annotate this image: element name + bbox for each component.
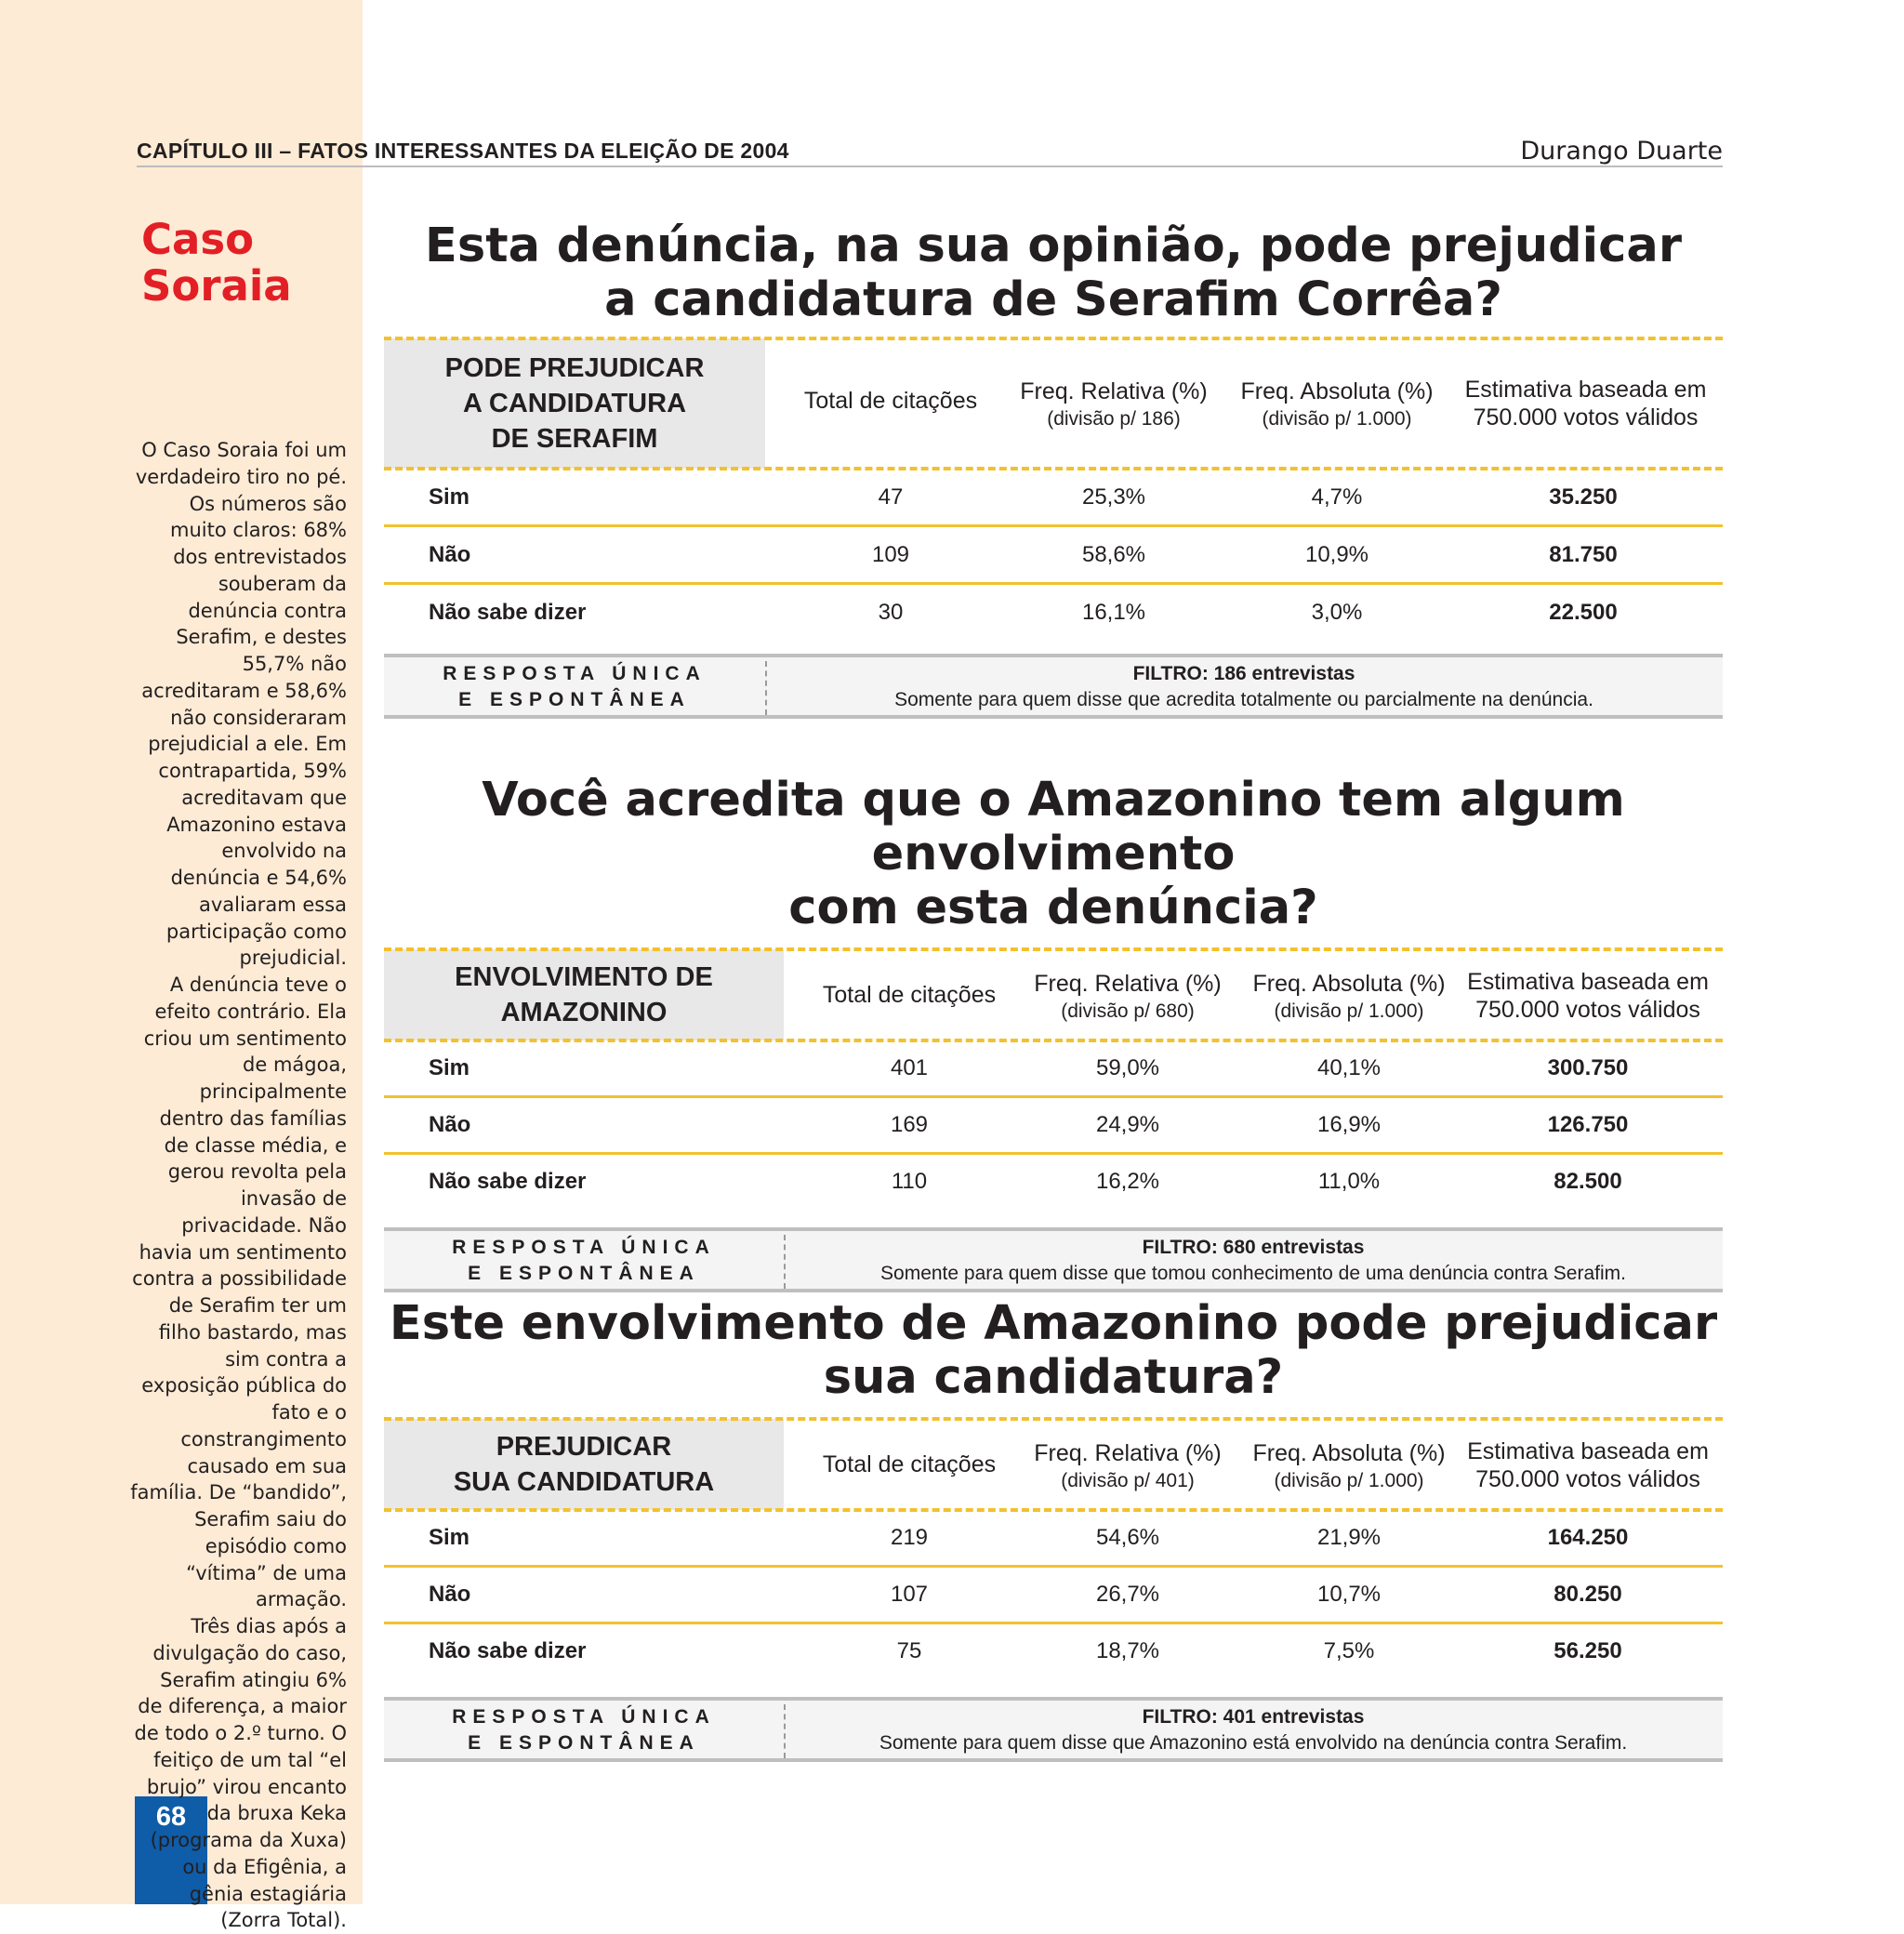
table-footer xyxy=(384,1227,1723,1292)
cell-total: 169 xyxy=(890,1112,929,1137)
table-row xyxy=(384,470,1723,526)
column-header-title: Freq. Relativa (%) xyxy=(1034,971,1222,997)
column-header-title: Estimativa baseada em xyxy=(1467,1438,1709,1464)
cell-abs: 40,1% xyxy=(1316,1055,1382,1080)
response-type-line: E ESPONTÂNEA xyxy=(468,1263,700,1284)
row-label: Sim xyxy=(429,1055,470,1080)
cell-total: 401 xyxy=(890,1055,929,1080)
cell-rel: 26,7% xyxy=(1095,1582,1160,1607)
header-line: SUA CANDIDATURA xyxy=(453,1467,715,1497)
filter-text: Somente para quem disse que Amazonino está envolvido na denúncia contra Serafim. xyxy=(879,1732,1628,1754)
chapter-header: CAPÍTULO III – FATOS INTERESSANTES DA ELEIÇÃO DE 2004 xyxy=(137,139,789,163)
cell-abs: 11,0% xyxy=(1317,1169,1381,1194)
column-header-abs xyxy=(1237,970,1461,1026)
row-label: Sim xyxy=(429,1525,470,1550)
column-header-rel xyxy=(1016,1439,1239,1495)
dashed-rule xyxy=(384,1417,1723,1421)
sidebar-title-line: Caso xyxy=(141,215,255,264)
header-line: DE SERAFIM xyxy=(491,424,658,454)
column-header-title: Freq. Relativa (%) xyxy=(1020,378,1208,404)
table-footer xyxy=(384,1697,1723,1762)
author-name: Durango Duarte xyxy=(1520,137,1723,166)
response-type-line: E ESPONTÂNEA xyxy=(468,1732,700,1754)
column-header-total: Total de citações xyxy=(822,982,997,1008)
cell-total: 107 xyxy=(890,1582,929,1607)
column-header-total: Total de citações xyxy=(803,388,978,414)
cell-estimate: 81.750 xyxy=(1549,542,1618,567)
cell-total: 109 xyxy=(871,542,910,567)
table-row-header xyxy=(384,1419,784,1510)
filter-note xyxy=(765,661,1723,713)
column-header-title: Estimativa baseada em xyxy=(1467,969,1709,995)
column-header-rel xyxy=(1016,970,1239,1026)
survey-section-1 xyxy=(384,219,1723,710)
cell-abs: 16,9% xyxy=(1316,1112,1382,1137)
column-header-total: Total de citações xyxy=(822,1451,997,1477)
column-header-title: Freq. Absoluta (%) xyxy=(1240,378,1434,404)
cell-abs: 10,7% xyxy=(1316,1582,1382,1607)
survey-section-2 xyxy=(384,773,1723,1284)
column-header-title: Estimativa baseada em xyxy=(1464,377,1707,403)
table-row xyxy=(384,1154,1723,1211)
question-title-line: Esta denúncia, na sua opinião, pode prejudicar xyxy=(425,219,1682,273)
survey-section-3 xyxy=(384,1296,1723,1754)
header-line: ENVOLVIMENTO DE xyxy=(455,962,713,992)
header-line: PODE PREJUDICAR xyxy=(444,353,705,383)
question-title xyxy=(384,774,1723,935)
header-rule xyxy=(137,166,1723,167)
table-footer xyxy=(384,654,1723,719)
sidebar-paragraph: A denúncia teve o efeito contrário. Ela criou um sentimento de mágoa, principalmente dentro das famílias de classe média, e gerou revolta pela invasão de privacidade. Não havia um sentimento contra a possibilidade de Serafim ter um filho bastardo, mas sim contra a exposição pública do fato e o constrangimento causado em sua família. De “bandido”, Serafim saiu do episódio como “vítima” de uma armação. xyxy=(130,974,347,1611)
cell-total: 47 xyxy=(878,484,904,510)
cell-abs: 3,0% xyxy=(1311,600,1363,625)
dashed-rule xyxy=(384,337,1723,340)
row-label: Não xyxy=(429,1112,471,1137)
column-header-sub: (divisão p/ 680) xyxy=(1061,1000,1195,1022)
response-type-line: RESPOSTA ÚNICA xyxy=(452,1237,716,1258)
cell-estimate: 82.500 xyxy=(1554,1169,1622,1194)
filter-title: FILTRO: 680 entrevistas xyxy=(1142,1237,1365,1258)
column-header-title: 750.000 votos válidos xyxy=(1475,997,1700,1023)
table-row xyxy=(384,1510,1723,1567)
column-header-sub: (divisão p/ 186) xyxy=(1047,408,1181,430)
column-header-rel xyxy=(1002,378,1225,433)
header-line: PREJUDICAR xyxy=(496,1432,672,1462)
filter-note xyxy=(784,1235,1723,1287)
sidebar-paragraph: O Caso Soraia foi um verdadeiro tiro no pé. Os números são muito claros: 68% dos entrevistados souberam da denúncia contra Serafim, e destes 55,7% não acreditaram e 58,6% não consideraram prejudicial a ele. Em contrapartida, 59% acreditavam que Amazonino estava envolvido na denúncia e 54,6% avaliaram essa participação como prejudicial. xyxy=(135,439,347,970)
cell-rel: 24,9% xyxy=(1095,1112,1160,1137)
cell-rel: 18,7% xyxy=(1095,1638,1160,1663)
response-type-label xyxy=(384,1704,784,1756)
cell-rel: 54,6% xyxy=(1095,1525,1160,1550)
filter-title: FILTRO: 186 entrevistas xyxy=(1132,663,1355,684)
table-row-header xyxy=(384,949,784,1040)
question-title-line: Este envolvimento de Amazonino pode prejudicar xyxy=(389,1296,1718,1351)
header-line: A CANDIDATURA xyxy=(462,389,687,418)
response-type-line: RESPOSTA ÚNICA xyxy=(452,1706,716,1728)
filter-text: Somente para quem disse que tomou conhecimento de uma denúncia contra Serafim. xyxy=(880,1263,1626,1284)
column-header-estimate xyxy=(1453,1437,1723,1493)
cell-total: 219 xyxy=(890,1525,929,1550)
cell-estimate: 300.750 xyxy=(1547,1055,1629,1080)
response-type-line: RESPOSTA ÚNICA xyxy=(443,663,707,684)
filter-note xyxy=(784,1704,1723,1756)
cell-estimate: 35.250 xyxy=(1549,484,1618,510)
header-line: AMAZONINO xyxy=(500,998,668,1027)
question-title-line: Você acredita que o Amazonino tem algum envolvimento xyxy=(482,773,1625,881)
cell-abs: 7,5% xyxy=(1323,1638,1375,1663)
table-row xyxy=(384,1567,1723,1623)
cell-estimate: 22.500 xyxy=(1549,600,1618,625)
row-label: Não xyxy=(429,1582,471,1607)
cell-estimate: 80.250 xyxy=(1554,1582,1622,1607)
row-label: Não sabe dizer xyxy=(429,1638,587,1663)
column-header-sub: (divisão p/ 1.000) xyxy=(1262,408,1412,430)
cell-rel: 16,2% xyxy=(1095,1169,1160,1194)
column-header-title: Freq. Absoluta (%) xyxy=(1252,1440,1446,1466)
table-row xyxy=(384,527,1723,584)
row-label: Não sabe dizer xyxy=(429,1169,587,1194)
table-row-header xyxy=(384,338,765,469)
cell-rel: 25,3% xyxy=(1081,484,1146,510)
question-title-line: com esta denúncia? xyxy=(788,881,1318,935)
column-header-estimate xyxy=(1448,376,1723,431)
cell-total: 30 xyxy=(878,600,904,625)
filter-title: FILTRO: 401 entrevistas xyxy=(1142,1706,1365,1728)
table-row xyxy=(384,585,1723,642)
column-header-sub: (divisão p/ 401) xyxy=(1061,1470,1195,1491)
question-title xyxy=(384,219,1723,327)
table-row xyxy=(384,1623,1723,1680)
column-header-sub: (divisão p/ 1.000) xyxy=(1274,1000,1424,1022)
table-row xyxy=(384,1097,1723,1154)
row-label: Não sabe dizer xyxy=(429,600,587,625)
column-header-abs xyxy=(1237,1439,1461,1495)
cell-rel: 16,1% xyxy=(1081,600,1146,625)
page-number: 68 xyxy=(155,1802,187,1832)
cell-rel: 58,6% xyxy=(1081,542,1146,567)
dashed-rule xyxy=(384,947,1723,951)
question-title-line: sua candidatura? xyxy=(823,1350,1284,1405)
question-title-line: a candidatura de Serafim Corrêa? xyxy=(604,272,1502,327)
filter-text: Somente para quem disse que acredita totalmente ou parcialmente na denúncia. xyxy=(894,689,1593,710)
cell-total: 75 xyxy=(896,1638,922,1663)
row-label: Sim xyxy=(429,484,470,510)
table-row xyxy=(384,1040,1723,1097)
cell-estimate: 56.250 xyxy=(1554,1638,1622,1663)
response-type-label xyxy=(384,661,765,713)
response-type-label xyxy=(384,1235,784,1287)
column-header-abs xyxy=(1225,378,1448,433)
column-header-sub: (divisão p/ 1.000) xyxy=(1274,1470,1424,1491)
question-title xyxy=(384,1297,1723,1405)
sidebar-paragraph: Três dias após a divulgação do caso, Serafim atingiu 6% de diferença, a maior de todo o 2.º turno. O feitiço de um tal “el brujo” virou encanto da bruxa Keka (programa da Xuxa) ou da Efigênia, a gênia estagiária (Zorra Total). xyxy=(134,1615,347,1932)
row-label: Não xyxy=(429,542,471,567)
sidebar-text xyxy=(130,437,347,1934)
cell-abs: 21,9% xyxy=(1316,1525,1382,1550)
cell-total: 110 xyxy=(891,1169,928,1194)
sidebar-title xyxy=(141,217,292,310)
response-type-line: E ESPONTÂNEA xyxy=(458,689,691,710)
cell-abs: 10,9% xyxy=(1304,542,1369,567)
sidebar-title-line: Soraia xyxy=(141,261,292,311)
column-header-title: Freq. Relativa (%) xyxy=(1034,1440,1222,1466)
column-header-title: 750.000 votos válidos xyxy=(1473,404,1699,431)
column-header-title: Freq. Absoluta (%) xyxy=(1252,971,1446,997)
cell-estimate: 126.750 xyxy=(1547,1112,1629,1137)
cell-rel: 59,0% xyxy=(1095,1055,1160,1080)
cell-estimate: 164.250 xyxy=(1547,1525,1629,1550)
column-header-estimate xyxy=(1453,968,1723,1024)
column-header-title: 750.000 votos válidos xyxy=(1475,1466,1700,1492)
cell-abs: 4,7% xyxy=(1311,484,1363,510)
